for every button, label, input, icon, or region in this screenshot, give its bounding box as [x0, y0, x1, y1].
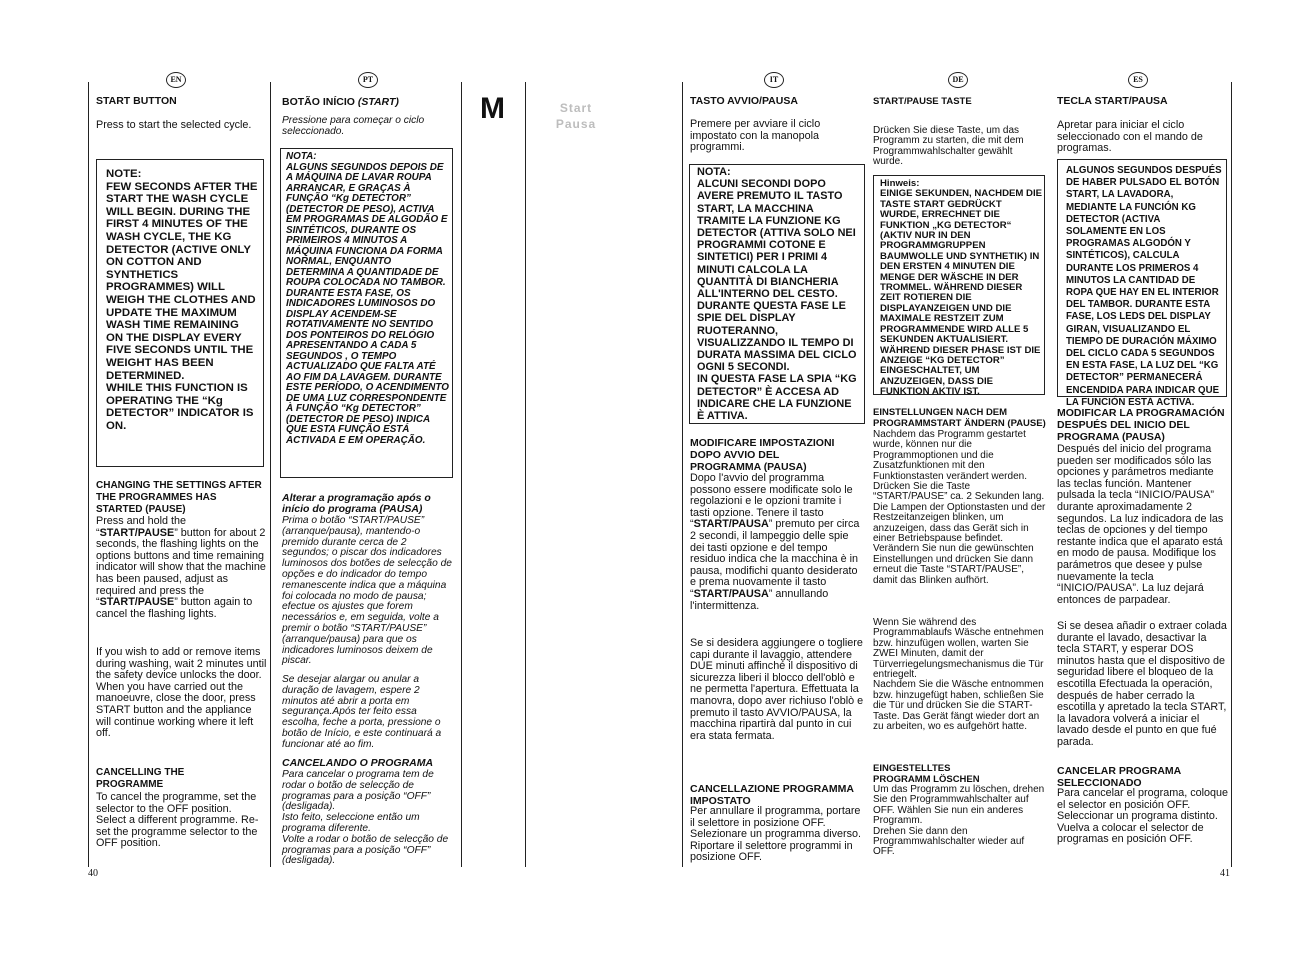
- en-cancel-heading: CANCELLING THE PROGRAMME: [96, 767, 185, 790]
- pt-change-paragraph-1: Prima o botão “START/PAUSE” (arranque/pausa), mantendo-o premido durante cerca de 2 segundos; o piscar dos indicadores luminosos dos botões de selecção de opções e do indicador do tempo remanescente indica que a máquina foi colocada no modo de pausa; efectue os ajustes que forem necessários e, em seguida, volte a premir o botão “START/PAUSE” (arranque/pausa) para que os indicadores luminosos deixem de piscar.: [282, 515, 452, 667]
- section-start-label: Start: [559, 101, 593, 115]
- column-rule: [525, 82, 526, 867]
- es-cancel-text: Para cancelar el programa, coloque el selector en posición OFF. Seleccionar un programa distinto. Vuelva a colocar el selector de programas en posición OFF.: [1057, 787, 1229, 846]
- es-cancel-heading: CANCELAR PROGRAMA SELECCIONADO: [1057, 765, 1181, 789]
- en-change-key: START/PAUSE: [99, 526, 175, 539]
- en-change-heading: CHANGING THE SETTINGS AFTER THE PROGRAMMES HAS STARTED (PAUSE): [96, 480, 262, 515]
- it-cancel-text: Per annullare il programma, portare il selettore in posizione OFF. Selezionare un programma diverso. Riportare il selettore programmi in posizione OFF.: [690, 805, 862, 864]
- it-change-heading: MODIFICARE IMPOSTAZIONI DOPO AVVIO DEL PROGRAMMA (PAUSA): [690, 437, 835, 473]
- en-cancel-text: To cancel the programme, set the selector to the OFF position. Select a different programme. Re-set the programme selector to the OFF position.: [96, 791, 259, 850]
- en-note-text: NOTE: FEW SECONDS AFTER THE START THE WASH CYCLE WILL BEGIN. DURING THE FIRST 4 MINUTES OF THE WASH CYCLE, THE KG DETECTOR (ACTIVE ONLY ON COTTON AND SYNTHETICS PROGRAMMES) WILL WEIGH THE CLOTHES AND UPDATE THE MAXIMUM WASH TIME REMAINING ON THE DISPLAY EVERY FIVE SECONDS UNTIL THE WEIGHT HAS BEEN DETERMINED. WHILE THIS FUNCTION IS OPERATING THE “Kg DETECTOR” INDICATOR IS ON.: [106, 168, 258, 432]
- pt-intro: Pressione para começar o ciclo seleccionado.: [282, 115, 425, 137]
- en-change-paragraph-1: [96, 516, 266, 620]
- en-change-key: START/PAUSE: [99, 596, 175, 609]
- it-change-text: Dopo l'avvio del programma possono essere modificate solo le regolazioni e le opzioni tramite i tasti opzione. Tenere il tasto “: [690, 472, 853, 531]
- es-change-paragraph-1: Después del inicio del programa pueden ser modificados sólo las opciones y parámetros mediante las teclas función. Mantener pulsada la tecla “INICIO/PAUSA” durante aproximadamente 2 segundos. La luz indicadora de las teclas de opciones y del tiempo restante indica que el aparato está en modo de pausa. Modifique los parámetros que desee y pulse nuevamente la tecla “INICIO/PAUSA”. La luz dejará entonces de parpadear.: [1057, 443, 1224, 606]
- it-change-text: ” annullando l'intermittenza.: [690, 587, 829, 612]
- it-change-key: START/PAUSA: [693, 518, 769, 531]
- it-change-key: START/PAUSA: [693, 587, 769, 600]
- es-intro: Apretar para iniciar el ciclo seleccionado con el mando de programas.: [1057, 119, 1203, 155]
- de-note-box: [873, 175, 1045, 398]
- pt-title-italic: (START): [357, 96, 399, 108]
- de-intro: Drücken Sie diese Taste, um das Programm zu starten, die mit dem Programmwahlschalter gewählt wurde.: [873, 125, 1024, 168]
- de-change-paragraph-1: Nachdem das Programm gestartet wurde, können nur die Programmoptionen und die Zusatzfunktionen mit den Funktionstasten verändert werden. Drücken Sie die Taste “START/PAUSE” ca. 2 Sekunden lang. Die Lampen der Optionstasten und der Restzeitanzeigen blinken, um anzuzeigen, dass das Gerät sich in einer Betriebspause befindet. Verändern Sie nun die gewünschten Einstellungen und drücken Sie dann erneut die Taste “START/PAUSE”, damit das Blinken aufhört.: [873, 429, 1046, 586]
- es-title: TECLA START/PAUSA: [1057, 95, 1168, 107]
- en-change-paragraph-2: If you wish to add or remove items during washing, wait 2 minutes until the safety device unlocks the door. When you have carried out the manoeuvre, close the door, press START button and the appliance will continue working where it left off.: [96, 646, 267, 740]
- pt-note-box: [280, 148, 453, 478]
- it-change-paragraph-2: Se si desidera aggiungere o togliere capi durante il lavaggio, attendere DUE minuti affinché il dispositivo di sicurezza liberi il blocco dell'oblò e ne permetta l'apertura. Effettuata la manovra, dopo aver richiuso l'oblò e premuto il tasto AVVIO/PAUSA, la macchina ripartirà dal punto in cui era stata fermata.: [690, 637, 864, 742]
- en-change-text: ” button for about 2 seconds, the flashing lights on the options buttons and time remaining indicator will show that the machine has been paused, adjust as required and press the “: [96, 526, 266, 609]
- language-badge-en: EN: [166, 72, 186, 88]
- column-rule: [461, 82, 462, 867]
- it-change-text: ” premuto per circa 2 secondi, il lampeggio delle spie dei tasti opzione e del tempo residuo indica che la macchina è in pausa, modifichi quanto desiderato e prema nuovamente il tasto “: [690, 518, 860, 600]
- de-note-text: Hinweis: EINIGE SEKUNDEN, NACHDEM DIE TASTE START GEDRÜCKT WURDE, ERRECHNET DIE FUNKTION „KG DETECTOR“ (AKTIV NUR IN DEN PROGRAMMGRUPPEN BAUMWOLLE UND SYNTHETIK) IN DEN ERSTEN 4 MINUTEN DIE MENGE DER WÄSCHE IN DER TROMMEL. WÄHREND DIESER ZEIT ROTIEREN DIE DISPLAYANZEIGEN UND DIE MAXIMALE RESTZEIT ZUM PROGRAMMENDE WIRD ALLE 5 SEKUNDEN AKTUALISIERT. WÄHREND DIESER PHASE IST DIE ANZEIGE “KG DETECTOR” EINGESCHALTET, UM ANZUZEIGEN, DASS DIE FUNKTION AKTIV IST.: [880, 178, 1043, 398]
- en-note-box: [96, 159, 264, 467]
- pt-cancel-heading: CANCELANDO O PROGRAMA: [282, 757, 434, 769]
- section-pause-label: Pausa: [555, 117, 597, 131]
- pt-title: [282, 96, 457, 108]
- de-change-paragraph-2: Wenn Sie während des Programmablaufs Wäsche entnehmen bzw. hinzufügen wollen, warten Sie ZWEI Minuten, damit der Türverriegelungsmechanismus die Tür entriegelt. Nachdem Sie die Wäsche entnommen bzw. hinzugefügt haben, schließen Sie die Tür und drücken Sie die START-Taste. Das Gerät fängt wieder dort an zu arbeiten, wo es aufgehört hatte.: [873, 617, 1044, 733]
- it-change-paragraph-1: [690, 473, 864, 612]
- it-intro: Premere per avviare il ciclo impostato con la manopola programmi.: [690, 118, 821, 154]
- en-intro: Press to start the selected cycle.: [96, 119, 252, 131]
- column-rule: [682, 82, 683, 867]
- it-note-box: [689, 164, 865, 424]
- pt-cancel-text: Para cancelar o programa tem de rodar o botão de selecção de programas para a posição “OFF” (desligada). Isto feito, seleccione então um programa diferente. Volte a rodar o botão de selecção de programas para a posição “OFF” (desligada).: [282, 769, 449, 867]
- es-note-text: ALGUNOS SEGUNDOS DESPUÉS DE HABER PULSADO EL BOTÓN START, LA LAVADORA, MEDIANTE LA FUNCIÓN KG DETECTOR (ACTIVA SOLAMENTE EN LOS PROGRAMAS ALGODÓN Y SINTÉTICOS), CALCULA DURANTE LOS PRIMEROS 4 MINUTOS LA CANTIDAD DE ROPA QUE HAY EN EL INTERIOR DEL TAMBOR. DURANTE ESTA FASE, LOS LEDS DEL DISPLAY GIRAN, VISUALIZANDO EL TIEMPO DE DURACIÓN MÁXIMO DEL CICLO CADA 5 SEGUNDOS EN ESTA FASE, LA LUZ DEL “KG DETECTOR” PERMANECERÁ ENCENDIDA PARA INDICAR QUE LA FUNCIÓN ESTÁ ACTIVA.: [1066, 165, 1222, 408]
- it-cancel-heading: CANCELLAZIONE PROGRAMMA IMPOSTATO: [690, 783, 854, 807]
- page-number-right: 41: [1220, 868, 1230, 879]
- it-note-text: NOTA: ALCUNI SECONDI DOPO AVERE PREMUTO IL TASTO START, LA MACCHINA TRAMITE LA FUNZIONE KG DETECTOR (ATTIVA SOLO NEI PROGRAMMI COTONE E SINTETICI) PER I PRIMI 4 MINUTI CALCOLA LA QUANTITÀ DI BIANCHERIA ALL'INTERNO DEL CESTO. DURANTE QUESTA FASE LE SPIE DEL DISPLAY RUOTERANNO, VISUALIZZANDO IL TEMPO DI DURATA MASSIMA DEL CICLO OGNI 5 SECONDI. IN QUESTA FASE LA SPIA “KG DETECTOR” È ACCESA AD INDICARE CHE LA FUNZIONE È ATTIVA.: [697, 166, 857, 423]
- es-change-heading: MODIFICAR LA PROGRAMACIÓN DESPUÉS DEL INICIO DEL PROGRAMA (PAUSA): [1057, 407, 1225, 443]
- language-badge-de: DE: [948, 72, 968, 88]
- de-cancel-heading: EINGESTELLTES PROGRAMM LÖSCHEN: [873, 763, 980, 785]
- es-change-paragraph-2: Si se desea añadir o extraer colada durante el lavado, desactivar la tecla START, y esperar DOS minutos hasta que el dispositivo de seguridad libere el bloqueo de la escotilla Efectuada la operación, después de haber cerrado la escotilla y apretado la tecla START, la lavadora volverá a iniciar el lavado desde el punto en que fué parada.: [1057, 620, 1227, 748]
- en-change-text: Press and hold the “: [96, 515, 187, 539]
- language-badge-it: IT: [764, 72, 784, 88]
- pt-change-paragraph-2: Se desejar alargar ou anular a duração de lavagem, espere 2 minutos até abrir a porta em segurança.Após ter feito essa escolha, feche a porta, pressione o botão de Início, e este continuará a funcionar até ao fim.: [282, 674, 442, 750]
- column-rule: [1231, 82, 1232, 867]
- en-title: START BUTTON: [96, 95, 177, 107]
- section-letter: M: [480, 92, 505, 125]
- pt-title-text: BOTÃO INÍCIO: [282, 96, 358, 108]
- es-note-box: [1057, 159, 1227, 408]
- language-badge-es: ES: [1128, 72, 1148, 88]
- page-number-left: 40: [88, 868, 98, 879]
- column-rule: [88, 82, 89, 867]
- de-title: START/PAUSE TASTE: [873, 96, 972, 107]
- en-change-text: ” button again to cancel the flashing lights.: [96, 596, 253, 620]
- de-cancel-text: Um das Programm zu löschen, drehen Sie den Programmwahlschalter auf OFF. Wählen Sie nun ein anderes Programm. Drehen Sie dann den Programmwahlschalter wieder auf OFF.: [873, 784, 1045, 858]
- language-badge-pt: PT: [358, 72, 378, 88]
- it-title: TASTO AVVIO/PAUSA: [690, 95, 798, 107]
- pt-note-text: NOTA: ALGUNS SEGUNDOS DEPOIS DE A MÁQUINA DE LAVAR ROUPA ARRANCAR, E GRAÇAS À FUNÇÃO “Kg DETECTOR” (DETECTOR DE PESO), ACTIVA EM PROGRAMAS DE ALGODÃO E SINTÉTICOS, DURANTE OS PRIMEIROS 4 MINUTOS A MÁQUINA FUNCIONA DA FORMA NORMAL, ENQUANTO DETERMINA A QUANTIDADE DE ROUPA COLOCADA NO TAMBOR. DURANTE ESTA FASE, OS INDICADORES LUMINOSOS DO DISPLAY ACENDEM-SE ROTATIVAMENTE NO SENTIDO DOS PONTEIROS DO RELÓGIO APRESENTANDO A CADA 5 SEGUNDOS , O TEMPO ACTUALIZADO QUE FALTA ATÉ AO FIM DA LAVAGEM. DURANTE ESTE PERÍODO, O ACENDIMENTO DE UMA LUZ CORRESPONDENTE À FUNÇÃO “Kg DETECTOR” (DETECTOR DE PESO) INDICA QUE ESTA FUNÇÃO ESTÁ ACTIVADA E EM OPERAÇÃO.: [286, 151, 449, 446]
- column-rule: [270, 82, 271, 867]
- pt-change-heading: Alterar a programação após o início do programa (PAUSA): [282, 492, 431, 515]
- de-change-heading: EINSTELLUNGEN NACH DEM PROGRAMMSTART ÄNDERN (PAUSE): [873, 407, 1046, 429]
